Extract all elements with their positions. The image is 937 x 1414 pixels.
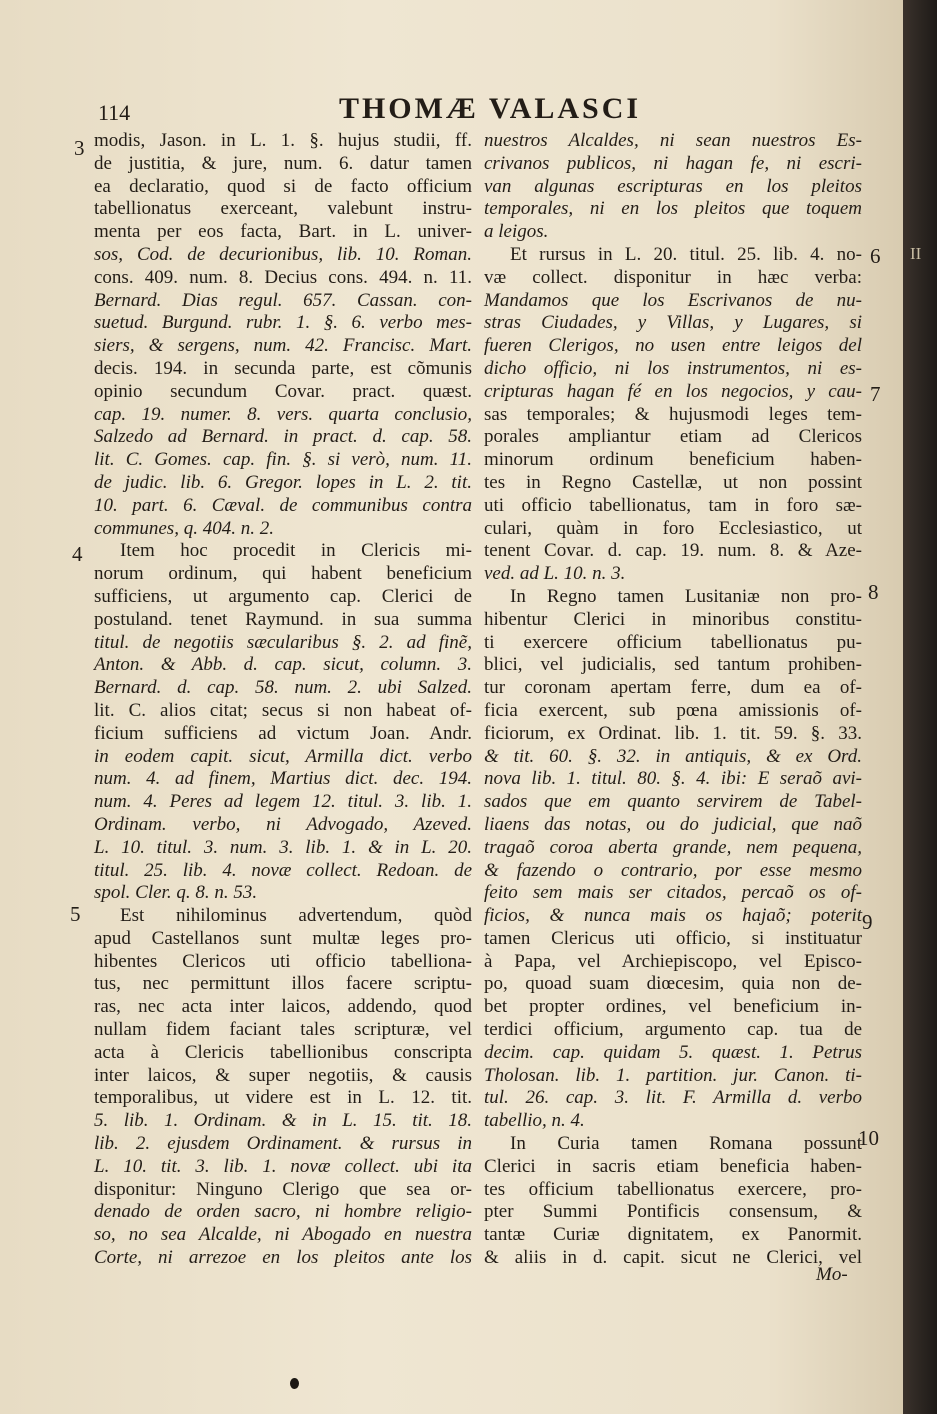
right-column-line: dicho officio, ni los instrumentos, ni es- <box>484 357 862 379</box>
ink-spot <box>290 1378 299 1389</box>
right-column-line: ficios, & nunca mais os hajaõ; poterit <box>484 905 862 927</box>
right-column-line: In Regno tamen Lusitaniæ non pro- <box>510 585 862 607</box>
left-column-line: ficium sufficiens ad victum Joan. Andr. <box>94 722 472 744</box>
left-column-line: ras, nec acta inter laicos, addendo, quod <box>94 996 472 1018</box>
right-column-line: In Curia tamen Romana possunt <box>510 1133 862 1155</box>
right-column-line: ti exercere officium tabellionatus pu- <box>484 631 862 653</box>
left-column-line: hibentes Clericos uti officio tabelliona- <box>94 950 472 972</box>
left-column-line: nullam fidem faciant tales scripturæ, vel <box>94 1019 472 1041</box>
left-column-line: disponitur: Ninguno Clerigo que sea or- <box>94 1178 472 1200</box>
left-column-line: Ordinam. verbo, ni Advogado, Azeved. <box>94 813 472 835</box>
right-column-line: van algunas escripturas en los pleitos <box>484 175 862 197</box>
left-column-line: num. 4. Peres ad legem 12. titul. 3. lib. 1. <box>94 791 472 813</box>
left-column-line: Salzedo ad Bernard. in pract. d. cap. 58. <box>94 426 472 448</box>
right-column-line: temporales, ni en los pleitos que toquem <box>484 198 862 220</box>
margin-number: 10 <box>858 1126 879 1150</box>
right-column-line: ficiorum, ex Ordinat. lib. 1. tit. 59. §. 33. <box>484 722 862 744</box>
left-column-line: acta à Clericis tabellionibus conscripta <box>94 1041 472 1063</box>
left-column-line: num. 4. ad finem, Martius dict. dec. 194. <box>94 768 472 790</box>
left-column-line: Item hoc procedit in Clericis mi- <box>120 540 472 562</box>
facing-page-edge-mark: II <box>910 244 922 263</box>
left-column-line: de judic. lib. 6. Gregor. lopes in L. 2. tit. <box>94 471 472 493</box>
margin-number: 9 <box>862 910 873 934</box>
right-column-line: terdici officium, argumento cap. tua de <box>484 1019 862 1041</box>
left-column-line: titul. 25. lib. 4. novæ collect. Redoan. de <box>94 859 472 881</box>
left-column-line: 5. lib. 1. Ordinam. & in L. 15. tit. 18. <box>94 1110 472 1132</box>
right-column-line: & tit. 60. §. 32. in antiquis, & ex Ord. <box>484 745 862 767</box>
left-column-line: apud Castellanos sunt multæ leges pro- <box>94 927 472 949</box>
right-column-line: culari, quàm in foro Ecclesiastico, ut <box>484 517 862 539</box>
left-column-line: tus, nec permittunt illos facere scriptu- <box>94 973 472 995</box>
left-column-line: sufficiens, ut argumento cap. Clerici de <box>94 585 472 607</box>
right-column-line: bet propter ordines, vel beneficium in- <box>484 996 862 1018</box>
right-column-line: tenent Covar. d. cap. 19. num. 8. & Aze- <box>484 540 862 562</box>
left-column-line: denado de orden sacro, ni hombre religio- <box>94 1201 472 1223</box>
left-column-line: cons. 409. num. 8. Decius cons. 494. n. 11. <box>94 266 472 288</box>
left-column-line: 10. part. 6. Cæval. de communibus contra <box>94 494 472 516</box>
right-column-line: po, quoad suam diœcesim, quia non de- <box>484 973 862 995</box>
left-column-line: opinio secundum Covar. pract. quæst. <box>94 380 472 402</box>
right-column-line: à Papa, vel Archiepiscopo, vel Episco- <box>484 950 862 972</box>
right-column-line: tamen Clericus uti officio, si instituatur <box>484 927 862 949</box>
left-column-line: communes, q. 404. n. 2. <box>94 517 274 539</box>
right-column-line: fueren Clerigos, no usen entre leigos del <box>484 335 862 357</box>
margin-number: 8 <box>868 580 879 604</box>
right-column-line: ved. ad L. 10. n. 3. <box>484 563 626 585</box>
margin-number: 3 <box>74 136 85 160</box>
right-column-line: Et rursus in L. 20. titul. 25. lib. 4. no- <box>510 243 862 265</box>
left-column-line: titul. de negotiis sæcularibus §. 2. ad finẽ, <box>94 631 472 653</box>
right-column-line: cripturas hagan fé en los negocios, y cau- <box>484 380 862 402</box>
right-column-line: tes officium tabellionatus exercere, pro- <box>484 1178 862 1200</box>
left-column-line: spol. Cler. q. 8. n. 53. <box>94 882 258 904</box>
left-column-line: Bernard. d. cap. 58. num. 2. ubi Salzed. <box>94 677 472 699</box>
right-column-line: porales ampliantur etiam ad Clericos <box>484 426 862 448</box>
left-column-line: temporalibus, ut videre est in L. 12. tit. <box>94 1087 472 1109</box>
left-column-line: de justitia, & jure, num. 6. datur tamen <box>94 152 472 174</box>
left-column-line: Corte, ni arrezoe en los pleitos ante los <box>94 1247 472 1269</box>
right-column <box>484 130 862 1270</box>
left-column-line: Bernard. Dias regul. 657. Cassan. con- <box>94 289 472 311</box>
left-column-line: tabellionatus exerceant, valebunt instru- <box>94 198 472 220</box>
left-column-line: postuland. tenet Raymund. in sua summa <box>94 608 472 630</box>
right-column-line: crivanos publicos, ni hagan fe, ni escri- <box>484 152 862 174</box>
book-spine <box>903 0 937 1414</box>
right-column-line: a leigos. <box>484 221 549 243</box>
right-column-line: tragaõ coroa aberta grande, nem pequena, <box>484 836 862 858</box>
right-column-line: stras Ciudades, y Villas, y Lugares, si <box>484 312 862 334</box>
left-column-line: menta per eos facta, Bart. in L. univer- <box>94 221 472 243</box>
left-column-line: sos, Cod. de decurionibus, lib. 10. Roman. <box>94 243 472 265</box>
right-column-line: sas temporales; & hujusmodi leges tem- <box>484 403 862 425</box>
margin-number: 7 <box>870 382 881 406</box>
right-column-line: sados que em quanto servirem de Tabel- <box>484 791 862 813</box>
catchword: Mo- <box>816 1264 848 1285</box>
left-column-line: norum ordinum, qui habent beneficium <box>94 563 472 585</box>
left-column-line: modis, Jason. in L. 1. §. hujus studii, ff. <box>94 130 472 151</box>
left-column-line: ea declaratio, quod si de facto officium <box>94 175 472 197</box>
left-column-line: inter laicos, & super negotiis, & causis <box>94 1064 472 1086</box>
left-column-line: suetud. Burgund. rubr. 1. §. 6. verbo mes- <box>94 312 472 334</box>
left-column-line: lit. C. alios citat; secus si non habeat of- <box>94 699 472 721</box>
right-column-line: blici, vel judicialis, sed tantum prohiben- <box>484 654 862 676</box>
right-column-line: decim. cap. quidam 5. quæst. 1. Petrus <box>484 1041 862 1063</box>
right-column-line: tantæ Curiæ dignitatem, ex Panormit. <box>484 1224 862 1246</box>
right-column-line: nova lib. 1. titul. 80. §. 4. ibi: E seraõ avi- <box>484 768 862 790</box>
right-column-line: Tholosan. lib. 1. partition. jur. Canon. ti- <box>484 1064 862 1086</box>
left-column-line: lit. C. Gomes. cap. fin. §. si verò, num. 11. <box>94 449 472 471</box>
right-column-line: tur coronam apertam ferre, dum ea of- <box>484 677 862 699</box>
left-column-line: lib. 2. ejusdem Ordinament. & rursus in <box>94 1133 472 1155</box>
running-head: THOMÆ VALASCI <box>338 92 642 125</box>
left-column-line: L. 10. tit. 3. lib. 1. novæ collect. ubi ita <box>94 1155 472 1177</box>
right-column-line: tabellio, n. 4. <box>484 1110 585 1132</box>
right-column-line: væ collect. disponitur in hæc verba: <box>484 266 862 288</box>
right-column-line: Mandamos que los Escrivanos de nu- <box>484 289 862 311</box>
right-column-line: hibentur Clerici in minoribus constitu- <box>484 608 862 630</box>
left-column-line: cap. 19. numer. 8. vers. quarta conclusio, <box>94 403 472 425</box>
right-column-line: Clerici in sacris etiam beneficia haben- <box>484 1155 862 1177</box>
right-column-line: tul. 26. cap. 3. lit. F. Armilla d. verbo <box>484 1087 862 1109</box>
left-column-line: Est nihilominus advertendum, quòd <box>120 905 472 927</box>
left-column-line: siers, & sergens, num. 42. Francisc. Mart. <box>94 335 472 357</box>
right-column-line: liaens das notas, ou do judicial, que naõ <box>484 813 862 835</box>
right-column-line: nuestros Alcaldes, ni sean nuestros Es- <box>484 130 862 151</box>
right-column-line: minorum ordinum beneficium haben- <box>484 449 862 471</box>
left-column-line: Anton. & Abb. d. cap. sicut, column. 3. <box>94 654 472 676</box>
margin-number: 4 <box>72 542 83 566</box>
right-column-line: uti officio tabellionatus, tam in foro sæ- <box>484 494 862 516</box>
right-column-line: ficia exercent, sub pœna amissionis of- <box>484 699 862 721</box>
left-column-line: so, no sea Alcalde, ni Abogado en nuestra <box>94 1224 472 1246</box>
left-column-line: in eodem capit. sicut, Armilla dict. verbo <box>94 745 472 767</box>
right-column-line: & fazendo o contrario, por esse mesmo <box>484 859 862 881</box>
margin-number: 5 <box>70 902 81 926</box>
right-column-line: tes in Regno Castellæ, ut non possint <box>484 471 862 493</box>
page-number: 114 <box>98 100 131 125</box>
right-column-line: pter Summi Pontificis consensum, & <box>484 1201 862 1223</box>
margin-number: 6 <box>870 244 881 268</box>
left-column <box>94 130 472 1270</box>
right-column-line: feito sem mais ser citados, percaõ os of- <box>484 882 862 904</box>
left-column-line: decis. 194. in secunda parte, est cõmunis <box>94 357 472 379</box>
left-column-line: L. 10. titul. 3. num. 3. lib. 1. & in L. 20. <box>94 836 472 858</box>
right-column-line: & aliis in d. capit. sicut ne Clerici, vel <box>484 1247 862 1269</box>
